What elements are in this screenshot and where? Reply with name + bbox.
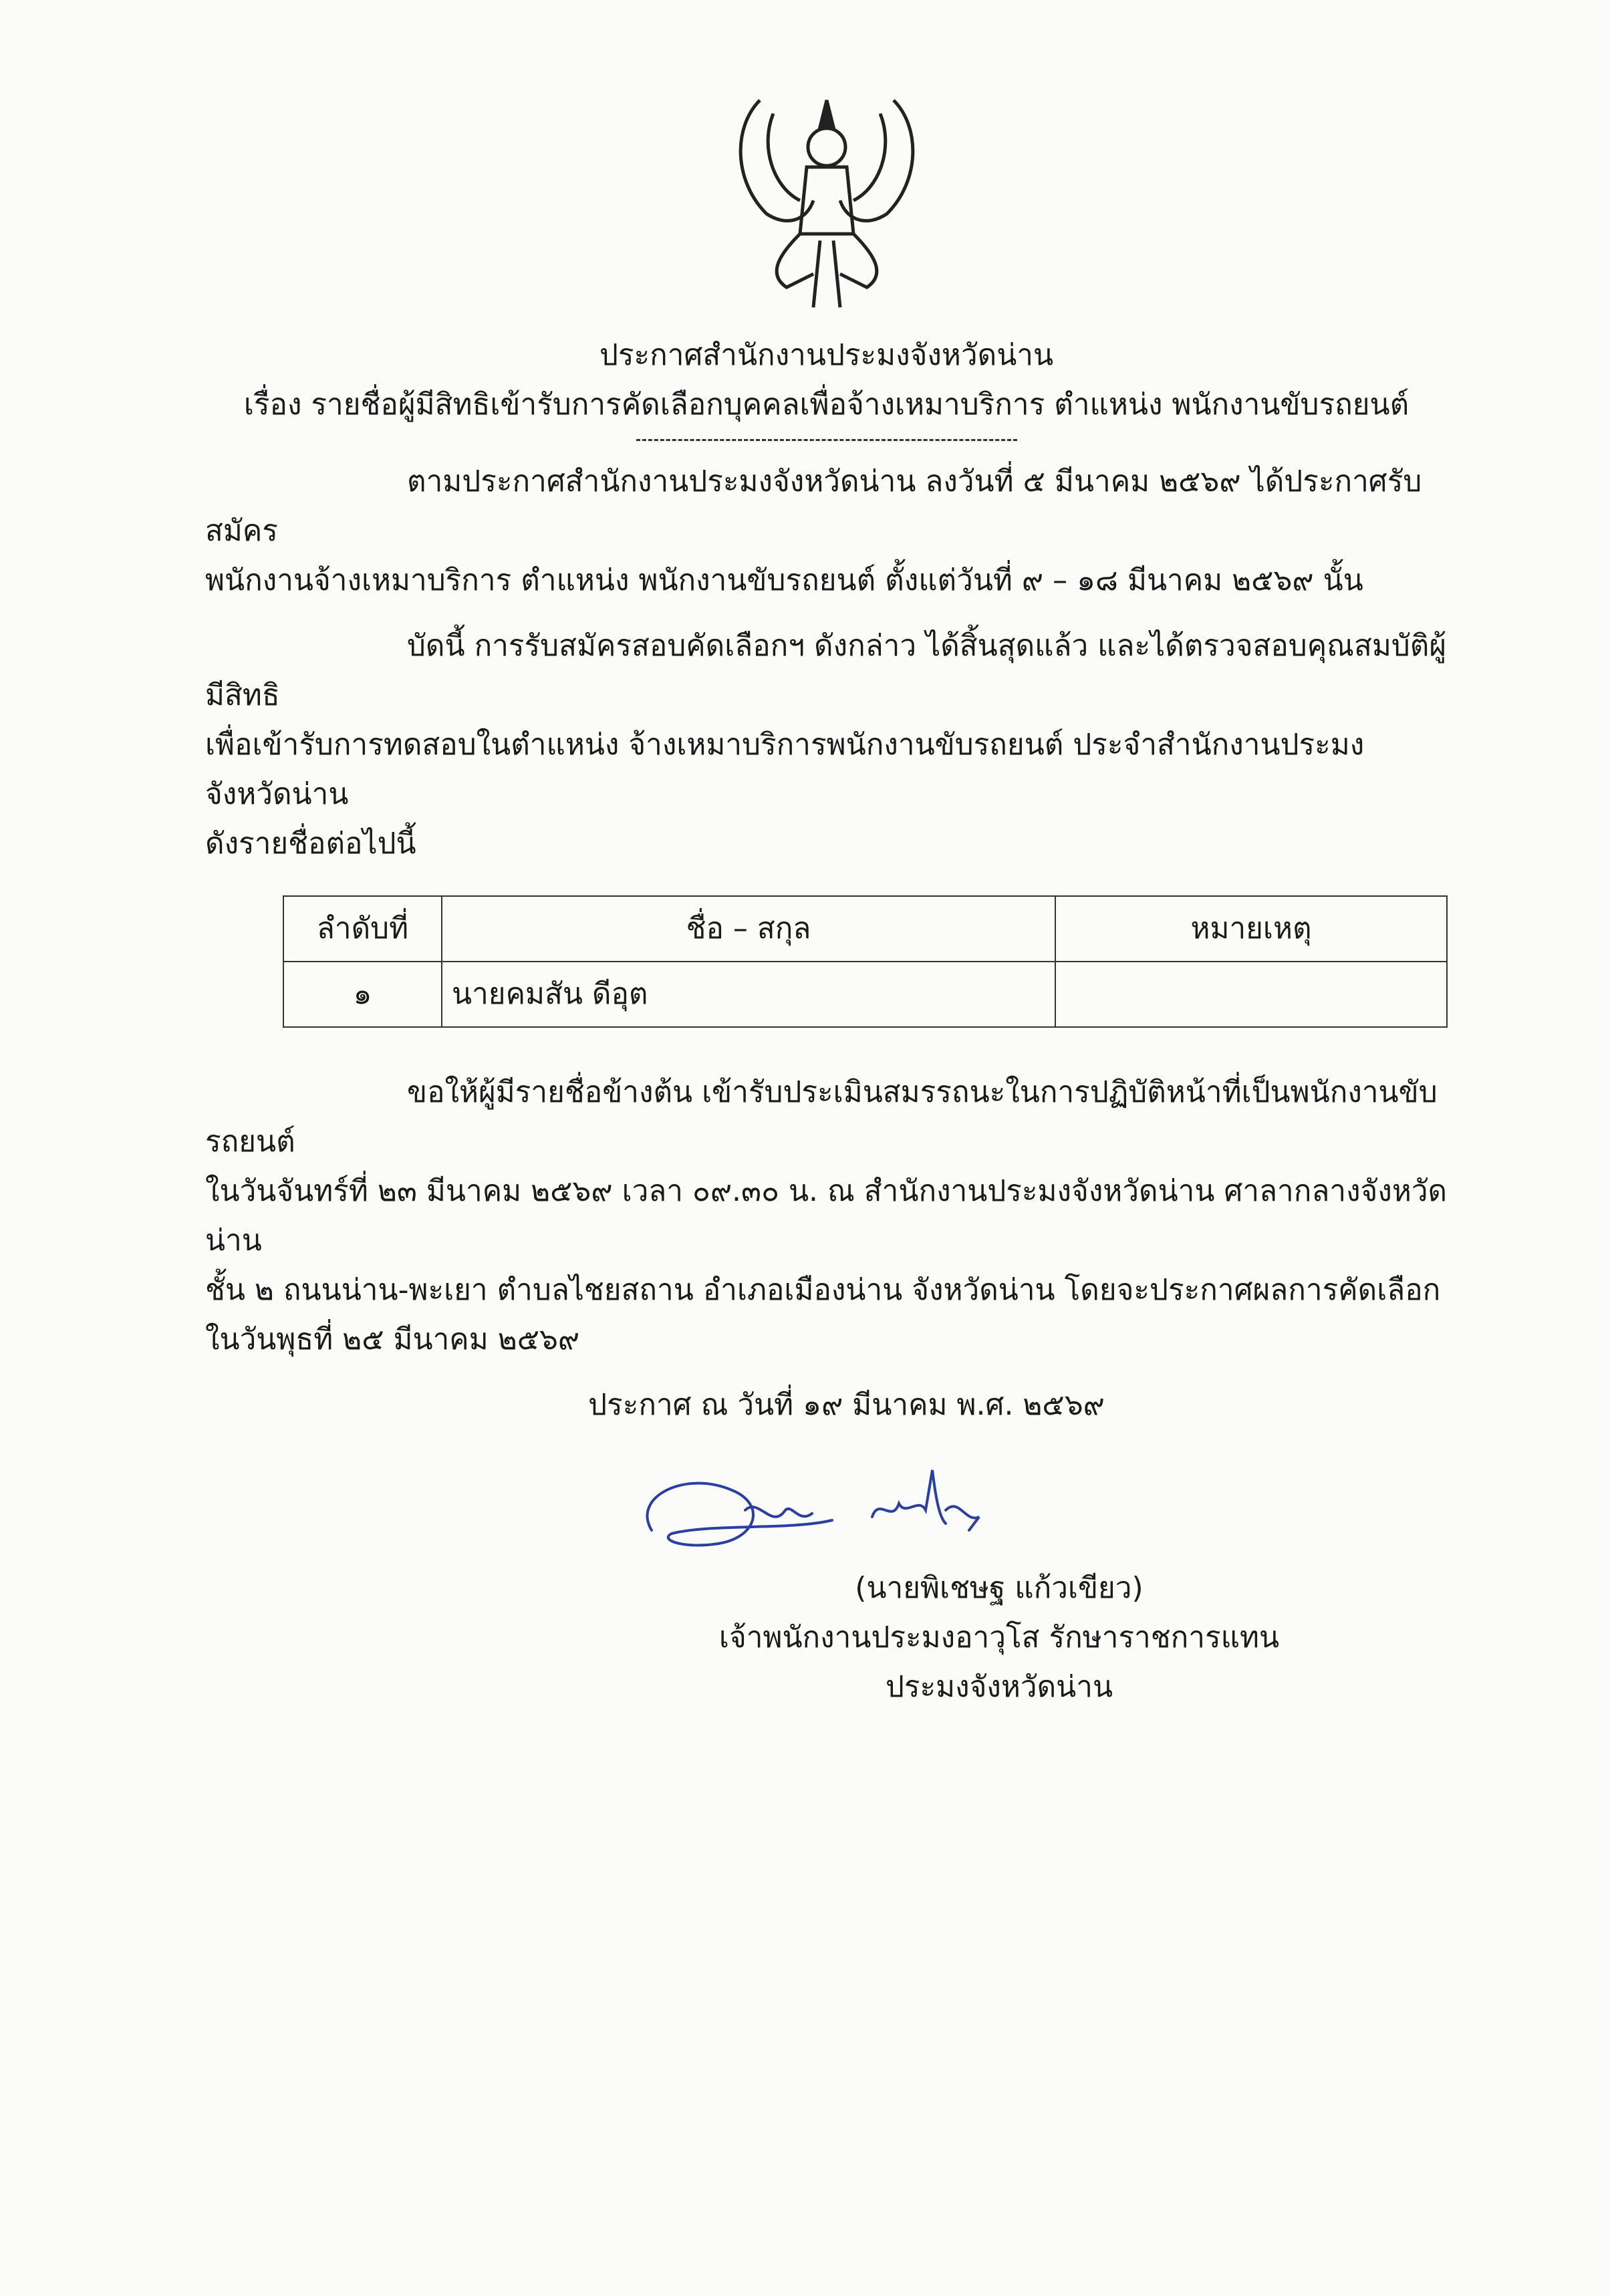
- announce-date: ประกาศ ณ วันที่ ๑๙ มีนาคม พ.ศ. ๒๕๖๙: [588, 1388, 1105, 1422]
- header-name: ชื่อ – สกุล: [442, 896, 1055, 962]
- para1-line1: ตามประกาศสำนักงานประมงจังหวัดน่าน ลงวันที่ ๕ มีนาคม ๒๕๖๙ ได้ประกาศรับสมัคร: [205, 464, 1422, 548]
- signatory-name: (นายพิเชษฐ แก้วเขียว): [855, 1571, 1144, 1605]
- header-order: ลำดับที่: [283, 896, 442, 962]
- garuda-emblem: [720, 87, 934, 317]
- para3-line4: ในวันพุธที่ ๒๕ มีนาคม ๒๕๖๙: [205, 1322, 580, 1356]
- cell-order: ๑: [283, 962, 442, 1027]
- table-row: [283, 962, 1447, 1027]
- cell-name: นายคมสัน ดีอุต: [442, 962, 1055, 1027]
- para3-line1: ขอให้ผู้มีรายชื่อข้างต้น เข้ารับประเมินสมรรถนะในการปฏิบัติหน้าที่เป็นพนักงานขับรถยนต์: [205, 1075, 1438, 1159]
- subject-line: เรื่อง รายชื่อผู้มีสิทธิเข้ารับการคัดเลือกบุคคลเพื่อจ้างเหมาบริการ ตำแหน่ง พนักงานขับรถยนต์: [243, 388, 1410, 422]
- para1-line2: พนักงานจ้างเหมาบริการ ตำแหน่ง พนักงานขับรถยนต์ ตั้งแต่วันที่ ๙ – ๑๘ มีนาคม ๒๕๖๙ นั้น: [205, 563, 1363, 597]
- table-header-row: [283, 896, 1447, 962]
- signatory-office: ประมงจังหวัดน่าน: [885, 1670, 1113, 1704]
- para2-line1: บัดนี้ การรับสมัครสอบคัดเลือกฯ ดังกล่าว ได้สิ้นสุดแล้ว และได้ตรวจสอบคุณสมบัติผู้มีสิทธิ: [205, 629, 1447, 712]
- cell-remark: [1055, 962, 1447, 1027]
- header-remark: หมายเหตุ: [1055, 896, 1447, 962]
- para2-line2: เพื่อเข้ารับการทดสอบในตำแหน่ง จ้างเหมาบริการพนักงานขับรถยนต์ ประจำสำนักงานประมงจังหวัดน่าน: [205, 728, 1365, 811]
- para3-line2: ในวันจันทร์ที่ ๒๓ มีนาคม ๒๕๖๙ เวลา ๐๙.๓๐ น. ณ สำนักงานประมงจังหวัดน่าน ศาลากลางจังหวัดน่าน: [205, 1174, 1448, 1258]
- divider: [636, 439, 1017, 441]
- signatory-position: เจ้าพนักงานประมงอาวุโส รักษาราชการแทน: [718, 1620, 1280, 1655]
- para2-line3: ดังรายชื่อต่อไปนี้: [205, 827, 416, 861]
- signature-block: [632, 1457, 1367, 1712]
- candidate-table: [283, 895, 1448, 1028]
- para3-line3: ชั้น ๒ ถนนน่าน-พะเยา ตำบลไชยสถาน อำเภอเมืองน่าน จังหวัดน่าน โดยจะประกาศผลการคัดเลือก: [205, 1273, 1441, 1307]
- document-page: [205, 0, 1448, 1712]
- page-title: ประกาศสำนักงานประมงจังหวัดน่าน: [599, 338, 1054, 372]
- signature: [632, 1457, 1033, 1564]
